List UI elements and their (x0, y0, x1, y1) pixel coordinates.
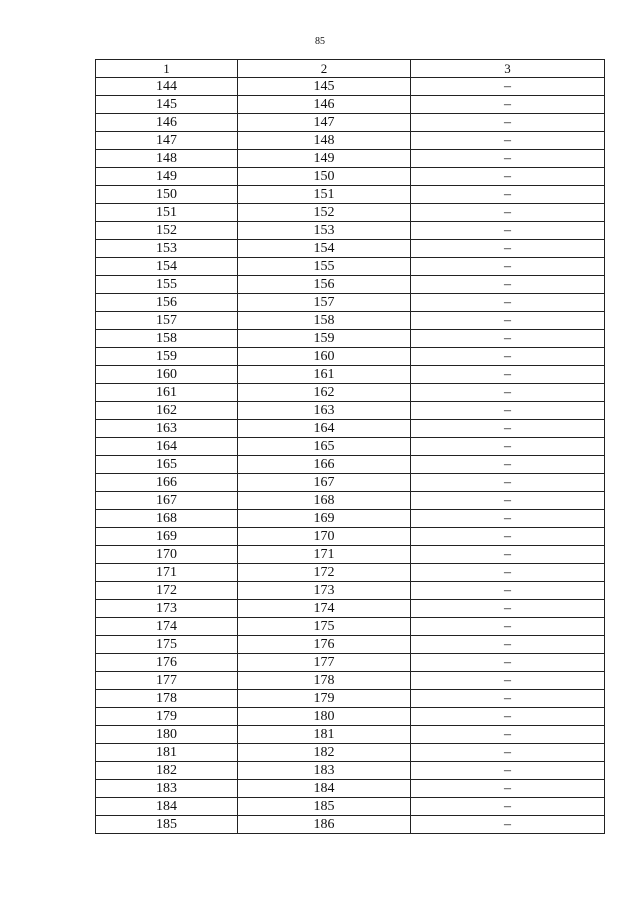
table-row (96, 618, 605, 636)
table-cell-col-1: 164 (96, 438, 238, 456)
table-cell-col-1: 163 (96, 420, 238, 438)
table-cell-col-2: 164 (238, 420, 411, 438)
table-cell-col-2: 166 (238, 456, 411, 474)
table-row (96, 474, 605, 492)
table-cell-col-3: – (411, 798, 605, 816)
table-cell-col-2: 156 (238, 276, 411, 294)
table-cell-col-2: 181 (238, 726, 411, 744)
table-cell-col-2: 174 (238, 600, 411, 618)
table-row (96, 654, 605, 672)
data-table (95, 59, 605, 834)
table-cell-col-1: 150 (96, 186, 238, 204)
table-cell-col-1: 155 (96, 276, 238, 294)
table-cell-col-2: 150 (238, 168, 411, 186)
table-cell-col-1: 179 (96, 708, 238, 726)
table-cell-col-2: 153 (238, 222, 411, 240)
table-row (96, 402, 605, 420)
table-cell-col-1: 157 (96, 312, 238, 330)
table-cell-col-1: 144 (96, 78, 238, 96)
table-cell-col-3: – (411, 132, 605, 150)
table-row (96, 816, 605, 834)
table-cell-col-3: – (411, 816, 605, 834)
table-cell-col-3: – (411, 690, 605, 708)
table-row (96, 348, 605, 366)
table-cell-col-3: – (411, 510, 605, 528)
table-row (96, 96, 605, 114)
table-cell-col-1: 169 (96, 528, 238, 546)
table-cell-col-1: 170 (96, 546, 238, 564)
table-row (96, 744, 605, 762)
table-cell-col-2: 147 (238, 114, 411, 132)
table-cell-col-3: – (411, 276, 605, 294)
table-cell-col-3: – (411, 330, 605, 348)
table-row (96, 240, 605, 258)
table-cell-col-1: 182 (96, 762, 238, 780)
table-cell-col-3: – (411, 168, 605, 186)
table-cell-col-3: – (411, 456, 605, 474)
table-row (96, 564, 605, 582)
table-cell-col-1: 185 (96, 816, 238, 834)
table-cell-col-3: – (411, 366, 605, 384)
table-row (96, 510, 605, 528)
table-cell-col-2: 154 (238, 240, 411, 258)
table-cell-col-3: – (411, 708, 605, 726)
table-row (96, 708, 605, 726)
table-cell-col-1: 173 (96, 600, 238, 618)
table-cell-col-2: 170 (238, 528, 411, 546)
table-cell-col-3: – (411, 618, 605, 636)
table-header-row (96, 60, 605, 78)
table-cell-col-2: 183 (238, 762, 411, 780)
table-row (96, 420, 605, 438)
table-cell-col-2: 168 (238, 492, 411, 510)
table-cell-col-2: 184 (238, 780, 411, 798)
table-row (96, 456, 605, 474)
table-cell-col-2: 179 (238, 690, 411, 708)
table-cell-col-1: 148 (96, 150, 238, 168)
table-cell-col-1: 184 (96, 798, 238, 816)
table-cell-col-3: – (411, 744, 605, 762)
table-cell-col-3: – (411, 492, 605, 510)
table-cell-col-3: – (411, 546, 605, 564)
table-cell-col-1: 152 (96, 222, 238, 240)
table-cell-col-3: – (411, 636, 605, 654)
table-row (96, 672, 605, 690)
table-row (96, 204, 605, 222)
table-row (96, 600, 605, 618)
table-cell-col-2: 169 (238, 510, 411, 528)
table-row (96, 168, 605, 186)
table-cell-col-2: 159 (238, 330, 411, 348)
table-cell-col-3: – (411, 654, 605, 672)
table-cell-col-2: 151 (238, 186, 411, 204)
table-cell-col-1: 181 (96, 744, 238, 762)
table-cell-col-2: 173 (238, 582, 411, 600)
table-cell-col-1: 147 (96, 132, 238, 150)
table-row (96, 384, 605, 402)
table-cell-col-2: 172 (238, 564, 411, 582)
table-cell-col-3: – (411, 150, 605, 168)
table-row (96, 528, 605, 546)
table-cell-col-2: 177 (238, 654, 411, 672)
table-cell-col-3: – (411, 780, 605, 798)
table-row (96, 582, 605, 600)
table-cell-col-3: – (411, 114, 605, 132)
table-row (96, 636, 605, 654)
table-row (96, 276, 605, 294)
table-cell-col-3: – (411, 564, 605, 582)
table-row (96, 150, 605, 168)
table-cell-col-2: 160 (238, 348, 411, 366)
table-cell-col-2: 158 (238, 312, 411, 330)
table-cell-col-1: 174 (96, 618, 238, 636)
table-cell-col-3: – (411, 222, 605, 240)
table-row (96, 546, 605, 564)
table-row (96, 780, 605, 798)
table-cell-col-2: 185 (238, 798, 411, 816)
table-cell-col-3: – (411, 186, 605, 204)
table-cell-col-2: 152 (238, 204, 411, 222)
table-cell-col-3: – (411, 600, 605, 618)
table-cell-col-1: 180 (96, 726, 238, 744)
table-cell-col-1: 145 (96, 96, 238, 114)
table-cell-col-1: 154 (96, 258, 238, 276)
table-row (96, 312, 605, 330)
table-cell-col-3: – (411, 258, 605, 276)
table-cell-col-2: 178 (238, 672, 411, 690)
table-cell-col-2: 171 (238, 546, 411, 564)
table-cell-col-1: 172 (96, 582, 238, 600)
table-cell-col-2: 186 (238, 816, 411, 834)
table-cell-col-1: 159 (96, 348, 238, 366)
table-cell-col-2: 146 (238, 96, 411, 114)
table-cell-col-1: 178 (96, 690, 238, 708)
table-cell-col-2: 149 (238, 150, 411, 168)
table-cell-col-1: 161 (96, 384, 238, 402)
table-cell-col-2: 157 (238, 294, 411, 312)
page-number: 85 (315, 36, 325, 47)
table-cell-col-2: 180 (238, 708, 411, 726)
table-cell-col-1: 183 (96, 780, 238, 798)
table-row (96, 78, 605, 96)
table-cell-col-2: 148 (238, 132, 411, 150)
table-cell-col-1: 166 (96, 474, 238, 492)
table-row (96, 186, 605, 204)
table-cell-col-3: – (411, 204, 605, 222)
table-cell-col-1: 156 (96, 294, 238, 312)
table-cell-col-3: – (411, 672, 605, 690)
table-cell-col-1: 146 (96, 114, 238, 132)
table-row (96, 114, 605, 132)
table-cell-col-2: 167 (238, 474, 411, 492)
table-cell-col-2: 175 (238, 618, 411, 636)
table-cell-col-1: 153 (96, 240, 238, 258)
table-row (96, 330, 605, 348)
table-row (96, 762, 605, 780)
table-row (96, 726, 605, 744)
table-cell-col-1: 175 (96, 636, 238, 654)
table-cell-col-1: 167 (96, 492, 238, 510)
table-cell-col-3: – (411, 294, 605, 312)
table-cell-col-1: 171 (96, 564, 238, 582)
table-cell-col-1: 165 (96, 456, 238, 474)
table-cell-col-1: 151 (96, 204, 238, 222)
column-header-2: 2 (238, 60, 411, 78)
table-cell-col-1: 168 (96, 510, 238, 528)
column-header-3: 3 (411, 60, 605, 78)
table-cell-col-3: – (411, 384, 605, 402)
table-body (96, 78, 605, 834)
table-cell-col-1: 158 (96, 330, 238, 348)
table-cell-col-3: – (411, 78, 605, 96)
table-cell-col-2: 182 (238, 744, 411, 762)
table-row (96, 366, 605, 384)
table-cell-col-3: – (411, 420, 605, 438)
table-row (96, 798, 605, 816)
table-row (96, 690, 605, 708)
table-cell-col-3: – (411, 582, 605, 600)
table-cell-col-3: – (411, 528, 605, 546)
table-row (96, 258, 605, 276)
table-cell-col-2: 161 (238, 366, 411, 384)
table-cell-col-3: – (411, 438, 605, 456)
table-cell-col-2: 155 (238, 258, 411, 276)
column-header-1: 1 (96, 60, 238, 78)
table-cell-col-3: – (411, 762, 605, 780)
table-row (96, 222, 605, 240)
table-row (96, 438, 605, 456)
table-cell-col-3: – (411, 348, 605, 366)
table-cell-col-3: – (411, 474, 605, 492)
table-cell-col-2: 145 (238, 78, 411, 96)
table-row (96, 132, 605, 150)
table-cell-col-1: 162 (96, 402, 238, 420)
table-cell-col-3: – (411, 312, 605, 330)
table-row (96, 294, 605, 312)
table-cell-col-1: 177 (96, 672, 238, 690)
table-header (96, 60, 605, 78)
table-cell-col-3: – (411, 96, 605, 114)
table-cell-col-3: – (411, 726, 605, 744)
table-cell-col-3: – (411, 402, 605, 420)
table-cell-col-2: 162 (238, 384, 411, 402)
table-cell-col-2: 165 (238, 438, 411, 456)
table-cell-col-3: – (411, 240, 605, 258)
table-cell-col-1: 160 (96, 366, 238, 384)
table-cell-col-1: 176 (96, 654, 238, 672)
table-row (96, 492, 605, 510)
table-cell-col-1: 149 (96, 168, 238, 186)
table-cell-col-2: 176 (238, 636, 411, 654)
table-cell-col-2: 163 (238, 402, 411, 420)
